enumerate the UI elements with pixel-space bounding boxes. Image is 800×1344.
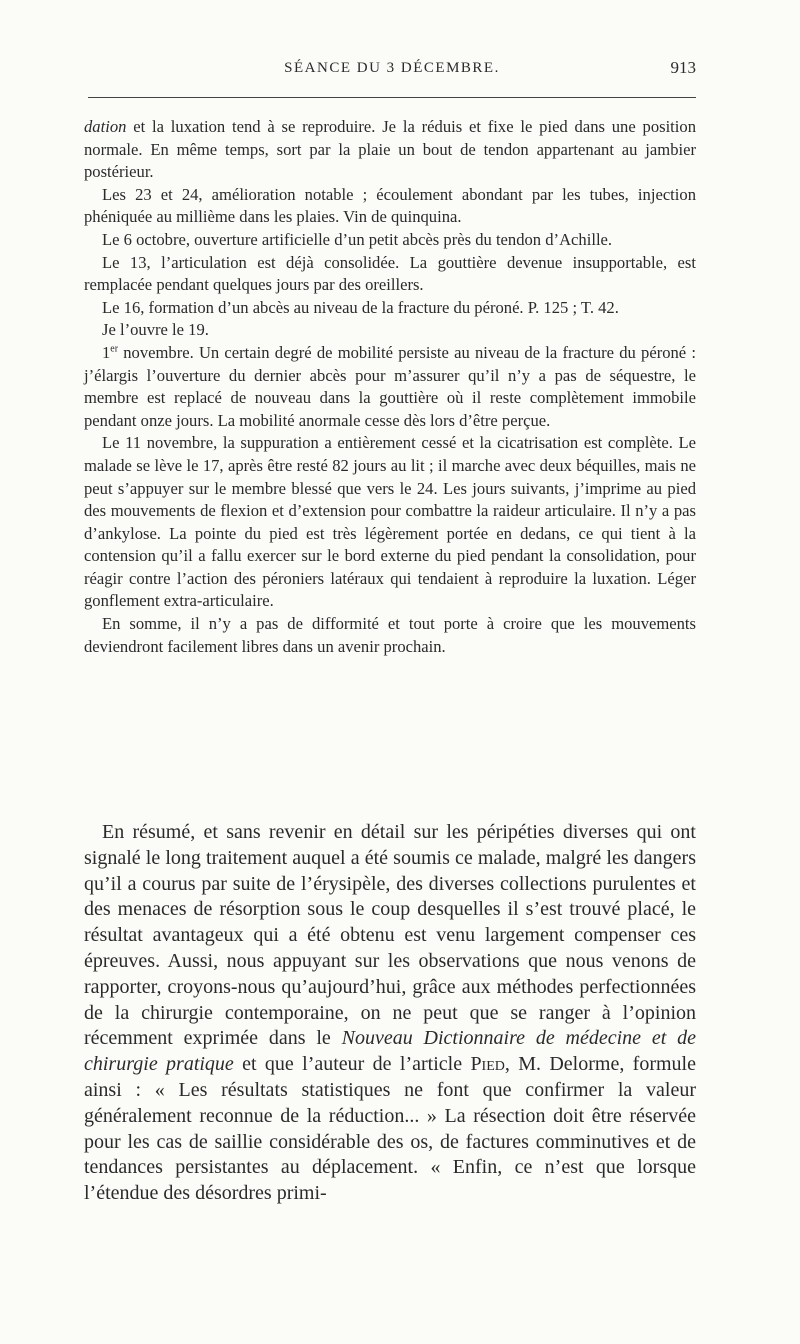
case-text: et la luxation tend à se reproduire. Je la réduis et fixe le pied dans une position normale. En même temps, sort par la plaie un bout de tendon appartenant au jambier postérieur. [84,117,696,182]
case-paragraph: Le 6 octobre, ouverture artificielle d’un petit abcès près du tendon d’Achille. [102,229,613,249]
case-paragraph [84,116,696,184]
case-paragraph: Le 13, l’articulation est déjà consolidée. La gouttière devenue insupportable, est remplacée pendant quelques jours par des oreillers. [84,252,696,295]
page-number: 913 [670,58,696,77]
case-text: novembre. Un certain degré de mobilité persiste au niveau de la fracture du péroné : j’élargis l’ouverture du dernier abcès pour m’assurer qu’il n’y a pas de séquestre, le membre est replacé de nouveau dans la gouttière où il reste complètement immobile pendant onze jours. La mobilité anormale cesse dès lors d’être perçue. [84,342,696,430]
case-paragraph: Je l’ouvre le 19. [102,320,209,340]
header-rule [88,97,696,98]
summary-text: , M. Delorme, formule ainsi : « Les résultats statistiques ne font que confirmer la valeur généralement reconnue de la réduction... » La résection doit être réservée pour les cas de saillie considérable des os, de factures comminutives et de tendances persistantes au déplacement. « Enfin, ce n’est que lorsque l’étendue des désordres primi- [84,1053,696,1205]
summary-section [84,820,696,1207]
summary-text: et que l’auteur de l’article [233,1053,471,1076]
dictionary-title: Nouveau Dictionnaire de médecine et de chirurgie pratique [84,1027,696,1076]
case-paragraph: Le 11 novembre, la suppuration a entièrement cessé et la cicatrisation est complète. Le malade se lève le 17, après être resté 82 jours au lit ; il marche avec deux béquilles, mais ne peut s’appuyer sur le membre blessé que vers le 24. Les jours suivants, j’imprime au pied des mouvements de flexion et d’extension pour combattre la raideur articulaire. Il n’y a pas d’ankylose. La pointe du pied est très légèrement portée en dedans, ce qui tient à la contension qu’il a fallu exercer sur le bord externe du pied pendant la consolidation, pour réagir contre l’action des péroniers latéraux qui tendaient à reproduire la luxation. Léger gonflement extra-articulaire. [84,433,696,611]
ordinal-suffix: er [110,343,119,355]
italic-word: dation [84,117,127,136]
running-title: SÉANCE DU 3 DÉCEMBRE. [284,60,500,76]
case-paragraph: Les 23 et 24, amélioration notable ; écoulement abondant par les tubes, injection phéniquée au millième dans les plaies. Vin de quinquina. [84,184,696,227]
page-header [88,58,696,86]
day-number: 1 [102,342,111,362]
case-paragraph: Le 16, formation d’un abcès au niveau de la fracture du péroné. P. 125 ; T. 42. [102,297,619,317]
case-paragraph: En somme, il n’y a pas de difformité et tout porte à croire que les mouvements deviendront facilement libres dans un avenir prochain. [84,614,696,656]
summary-paragraph [84,820,696,1207]
summary-text: En résumé, et sans revenir en détail sur les péripéties diverses qui ont signalé le long traitement auquel a été soumis ce malade, malgré les dangers qu’il a courus par suite de l’érysipèle, des diverses collections purulentes et des menaces de résorption sous le coup desquelles il s’est trouvé placé, le résultat avantageux qui a été obtenu est venu largement compenser ces épreuves. Aussi, nous appuyant sur les observations que nous venons de rapporter, croyons-nous qu’aujourd’hui, grâce aux méthodes perfectionnées de la chirurgie contemporaine, on ne peut que se ranger à l’opinion récemment exprimée dans le [84,821,696,1050]
case-paragraph [84,342,696,432]
case-report [84,116,696,658]
article-name: Pied [470,1053,505,1076]
